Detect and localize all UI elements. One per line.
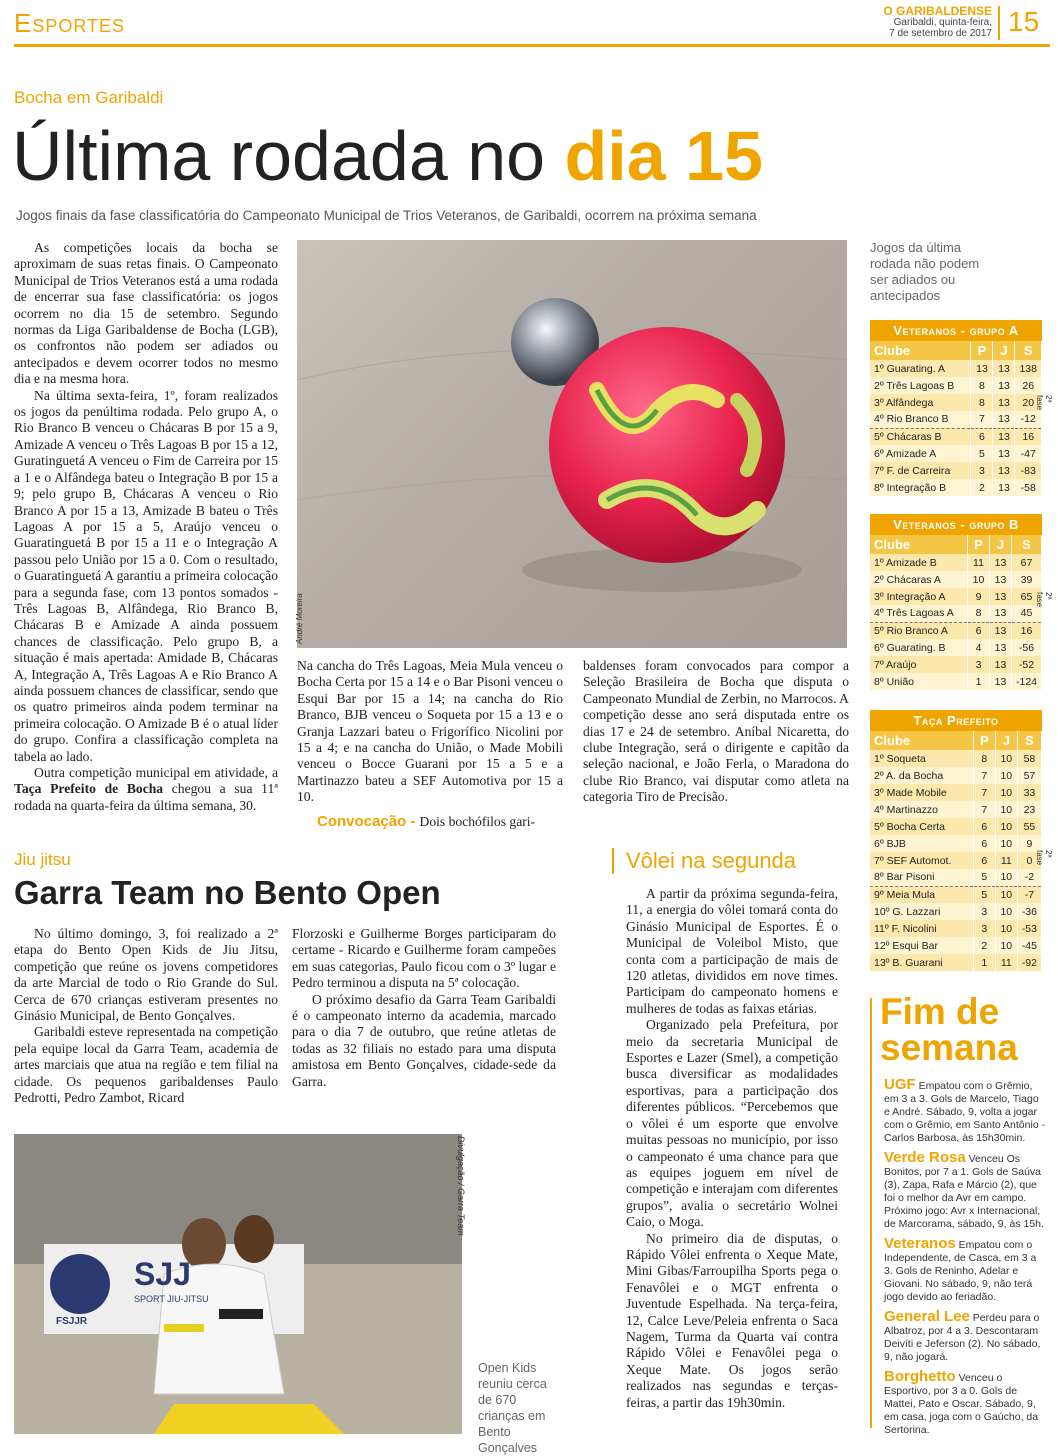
paragraph: O próximo desafio da Garra Team Garibaldi é o campeonato interno da academia, marcado para o dia 7 de outubro, que reúne atletas de todas as 32 filiais no estado para uma disputa amistosa em Bento Gonçalves, cidade-sede da Garra. bbox=[292, 991, 556, 1089]
stat-cell: 3 bbox=[973, 920, 995, 937]
stat-cell: 13 bbox=[989, 622, 1011, 639]
stat-cell: 11 bbox=[995, 954, 1017, 971]
stat-cell: 3 bbox=[967, 656, 989, 673]
stat-cell: 10 bbox=[967, 571, 989, 588]
article2-col2 bbox=[292, 926, 556, 1090]
table-title: Veteranos - grupo B bbox=[870, 514, 1042, 535]
stat-cell: 13 bbox=[993, 462, 1015, 479]
stat-cell: 26 bbox=[1015, 377, 1042, 394]
stat-cell: 58 bbox=[1017, 750, 1041, 767]
black-belt bbox=[219, 1309, 263, 1319]
team-result: Venceu o Esportivo, por 3 a 0. Gols de Mattei, Pato e Oscar. Sábado, 9, em casa, joga com o Gaúcho, da Sertorina. bbox=[884, 1372, 1039, 1436]
stat-cell: 10 bbox=[995, 835, 1017, 852]
table-taca bbox=[870, 710, 1042, 971]
paragraph: A partir da próxima segunda-feira, 11, a energia do vôlei tomará conta do Ginásio Municipal de Esportes. É o Municipal de Voleibol Misto, que conta com a participação de mais de 120 atletas, divididos em nove times. Participam do campeonato homens e mulheres de todas as faixas etárias. bbox=[626, 886, 838, 1016]
article1-col2 bbox=[297, 658, 563, 830]
article3-kicker: Vôlei na segunda bbox=[626, 848, 797, 873]
stat-cell: 10 bbox=[995, 784, 1017, 801]
stat-cell: 13 bbox=[971, 360, 993, 377]
club-cell: 11º F. Nicolini bbox=[870, 920, 973, 937]
stat-cell: -2 bbox=[1017, 869, 1041, 886]
stat-cell: 16 bbox=[1015, 428, 1042, 445]
column-header: S bbox=[1011, 535, 1041, 554]
stat-cell: 45 bbox=[1011, 605, 1041, 622]
stat-cell: 6 bbox=[973, 835, 995, 852]
sidebar-note: Jogos da última rodada não podem ser adiados ou antecipados bbox=[870, 240, 980, 303]
title-part-2: dia 15 bbox=[564, 117, 763, 195]
fim-item bbox=[884, 1310, 1046, 1364]
fim-title-line2: semana bbox=[880, 1027, 1018, 1068]
stat-cell: 20 bbox=[1015, 394, 1042, 411]
fim-title-line1: Fim de bbox=[880, 991, 1000, 1032]
column-header: P bbox=[971, 341, 993, 360]
club-cell: 10º G. Lazzari bbox=[870, 903, 973, 920]
stat-cell: 13 bbox=[993, 479, 1015, 496]
table-row bbox=[870, 937, 1042, 954]
stat-cell: 13 bbox=[993, 377, 1015, 394]
text: Outra competição municipal em atividade, a bbox=[34, 765, 278, 780]
highlight: Taça Prefeito de Bocha bbox=[14, 781, 164, 797]
club-cell: 3º Integração A bbox=[870, 588, 967, 605]
stat-cell: 10 bbox=[995, 818, 1017, 835]
paragraph: Organizado pela Prefeitura, por meio da secretaria Municipal de Esportes e Lazer (Smel), a competição busca diversificar as modalidades esportivas, para a participação dos diferentes públicos. “Percebemos que o vôlei é um esporte que envolve muitas pessoas no município, por isso o campeonato é uma chance para que as equipes joguem em nível de competição e interajam com diferentes grupos”, avalia o secretário Wolnei Caio, o Moga. bbox=[626, 1017, 838, 1230]
stat-cell: 13 bbox=[989, 588, 1011, 605]
column-header: S bbox=[1017, 731, 1041, 750]
fim-item bbox=[884, 1237, 1046, 1304]
stat-cell: -52 bbox=[1011, 656, 1041, 673]
stat-cell: 13 bbox=[989, 605, 1011, 622]
table-row bbox=[870, 869, 1042, 886]
table-row bbox=[870, 571, 1042, 588]
stat-cell: 10 bbox=[995, 937, 1017, 954]
table-row bbox=[870, 639, 1042, 656]
stat-cell: -58 bbox=[1015, 479, 1042, 496]
ranking-table bbox=[870, 731, 1042, 971]
text: chegou a sua 11ª rodada na quarta-feira da última semana, 30. bbox=[14, 781, 279, 813]
title-part-1: Última rodada no bbox=[12, 117, 565, 195]
stat-cell: 3 bbox=[973, 903, 995, 920]
ranking-table bbox=[870, 535, 1042, 690]
article1-col3 bbox=[583, 658, 849, 806]
paragraph: Florzoski e Guilherme Borges participaram do certame - Ricardo e Guilherme foram campeões em suas categorias, Paulo ficou com o 3º lugar e Pedro terminou a disputa na 5ª colocação. bbox=[292, 926, 556, 991]
column-header: Clube bbox=[870, 341, 971, 360]
stat-cell: 13 bbox=[993, 394, 1015, 411]
club-cell: 12º Esqui Bar bbox=[870, 937, 973, 954]
table-row bbox=[870, 673, 1042, 690]
stat-cell: 13 bbox=[989, 639, 1011, 656]
table-row bbox=[870, 605, 1042, 622]
stat-cell: 2 bbox=[971, 479, 993, 496]
stat-cell: -124 bbox=[1011, 673, 1041, 690]
table-row bbox=[870, 852, 1042, 869]
stat-cell: 0 bbox=[1017, 852, 1041, 869]
column-header: Clube bbox=[870, 535, 967, 554]
stat-cell: 13 bbox=[989, 571, 1011, 588]
table-header-row bbox=[870, 535, 1042, 554]
table-row bbox=[870, 554, 1042, 571]
header-rule bbox=[14, 44, 1050, 47]
bocha-photo bbox=[297, 240, 847, 648]
stat-cell: 10 bbox=[995, 886, 1017, 903]
stat-cell: 13 bbox=[989, 673, 1011, 690]
table-row bbox=[870, 886, 1042, 903]
stat-cell: 13 bbox=[993, 428, 1015, 445]
article3-body bbox=[626, 886, 838, 1411]
stat-cell: 13 bbox=[989, 656, 1011, 673]
table-group-b bbox=[870, 514, 1042, 690]
club-cell: 5º Chácaras B bbox=[870, 428, 971, 445]
stat-cell: -36 bbox=[1017, 903, 1041, 920]
banner-text: SJJ bbox=[134, 1256, 191, 1292]
club-cell: 3º Made Mobile bbox=[870, 784, 973, 801]
club-cell: 4º Rio Branco B bbox=[870, 411, 971, 428]
team-result: Empatou com o Independente, de Casca, em 3 a 3. Gols de Reninho, Adelar e Giovani. No sábado, 9, não terá jogo devido ao feriadão. bbox=[884, 1239, 1037, 1303]
jiujitsu-photo bbox=[14, 1134, 462, 1434]
paragraph: baldenses foram convocados para compor a Seleção Brasileira de Bocha que disputa o Campeonato Mundial de Zerbin, no Marrocos. A competição desse ano será disputada entre os dias 17 e 24 de setembro. Aníbal Nicaretta, do clube Integração, será o dirigente e capitão da seleção nacional, e João Ferla, o Maradona do clube Rio Branco, vai disputar como atleta na categoria Tiro de Precisão. bbox=[583, 658, 849, 805]
stat-cell: 13 bbox=[993, 445, 1015, 462]
column-header: Clube bbox=[870, 731, 973, 750]
stat-cell: 6 bbox=[973, 818, 995, 835]
photo-credit: Divulgação / Garra Team bbox=[456, 1136, 466, 1236]
stat-cell: 39 bbox=[1011, 571, 1041, 588]
team-result: Empatou com o Grêmio, em 3 a 3. Gols de Marcelo, Tiago e André. Sábado, 9, volta a jogar com o Grêmio, em Santo Antônio - Carlos Barbosa, às 15h30min. bbox=[884, 1080, 1046, 1144]
stat-cell: 10 bbox=[995, 767, 1017, 784]
stat-cell: 65 bbox=[1011, 588, 1041, 605]
club-cell: 6º BJB bbox=[870, 835, 973, 852]
stat-cell: 10 bbox=[995, 801, 1017, 818]
ranking-table bbox=[870, 341, 1042, 496]
stat-cell: -47 bbox=[1015, 445, 1042, 462]
fim-item bbox=[884, 1370, 1046, 1437]
article2-kicker: Jiu jitsu bbox=[14, 850, 71, 869]
table-row bbox=[870, 656, 1042, 673]
column-header: P bbox=[967, 535, 989, 554]
banner-sub: SPORT JIU-JITSU bbox=[134, 1294, 209, 1304]
paragraph bbox=[14, 765, 278, 814]
table-header-row bbox=[870, 731, 1042, 750]
phase-label: 2ª fase bbox=[1035, 592, 1053, 608]
header-divider bbox=[998, 6, 1000, 40]
phase-label: 2ª fase bbox=[1035, 850, 1053, 866]
stat-cell: 6 bbox=[971, 428, 993, 445]
table-row bbox=[870, 377, 1042, 394]
jiujitsu-illustration bbox=[14, 1134, 462, 1434]
fim-item bbox=[884, 1078, 1046, 1145]
stat-cell: 23 bbox=[1017, 801, 1041, 818]
team-name: UGF bbox=[884, 1076, 916, 1093]
logo-text: FSJJR bbox=[56, 1316, 88, 1327]
table-row bbox=[870, 479, 1042, 496]
table-row bbox=[870, 462, 1042, 479]
stat-cell: -83 bbox=[1015, 462, 1042, 479]
article3-rule bbox=[612, 848, 614, 874]
photo-credit: André Moreira bbox=[295, 593, 304, 644]
club-cell: 2º Três Lagoas B bbox=[870, 377, 971, 394]
table-row bbox=[870, 903, 1042, 920]
table-row bbox=[870, 801, 1042, 818]
table-row bbox=[870, 767, 1042, 784]
table-title: Taça Prefeito bbox=[870, 710, 1042, 731]
stat-cell: 8 bbox=[971, 394, 993, 411]
table-title: Veteranos - grupo A bbox=[870, 320, 1042, 341]
article1-kicker: Bocha em Garibaldi bbox=[14, 88, 164, 107]
club-cell: 13º B. Guarani bbox=[870, 954, 973, 971]
phase-label: 2ª fase bbox=[1035, 395, 1053, 411]
club-cell: 1º Guarating. A bbox=[870, 360, 971, 377]
stat-cell: 16 bbox=[1011, 622, 1041, 639]
table-row bbox=[870, 394, 1042, 411]
stat-cell: -7 bbox=[1017, 886, 1041, 903]
stat-cell: 57 bbox=[1017, 767, 1041, 784]
club-cell: 9º Meia Mula bbox=[870, 886, 973, 903]
club-cell: 5º Rio Branco A bbox=[870, 622, 967, 639]
club-cell: 5º Bocha Certa bbox=[870, 818, 973, 835]
team-name: General Lee bbox=[884, 1308, 970, 1325]
stat-cell: -53 bbox=[1017, 920, 1041, 937]
club-cell: 7º F. de Carreira bbox=[870, 462, 971, 479]
stat-cell: 11 bbox=[967, 554, 989, 571]
stat-cell: 3 bbox=[971, 462, 993, 479]
stat-cell: 10 bbox=[995, 750, 1017, 767]
table-row bbox=[870, 428, 1042, 445]
table-row bbox=[870, 411, 1042, 428]
club-cell: 8º Integração B bbox=[870, 479, 971, 496]
table-group-a bbox=[870, 320, 1042, 496]
paragraph bbox=[297, 814, 563, 830]
paragraph: Garibaldi esteve representada na competição pela equipe local da Garra Team, academia de artes marciais que atua na região e tem filial na cidade. Os pequenos garibaldenses Paulo Pedrotti, Pedro Zambot, Ricard bbox=[14, 1024, 278, 1106]
table-row bbox=[870, 818, 1042, 835]
article2-col1 bbox=[14, 926, 278, 1106]
table-row bbox=[870, 445, 1042, 462]
stat-cell: 7 bbox=[973, 784, 995, 801]
fim-title bbox=[880, 991, 1018, 1068]
club-cell: 6º Guarating. B bbox=[870, 639, 967, 656]
column-header: J bbox=[993, 341, 1015, 360]
club-cell: 7º SEF Automot. bbox=[870, 852, 973, 869]
masthead bbox=[883, 6, 992, 39]
stat-cell: 5 bbox=[973, 886, 995, 903]
column-header: S bbox=[1015, 341, 1042, 360]
paragraph: As competições locais da bocha se aproximam de suas retas finais. O Campeonato Municipal de Trios Veteranos está a uma rodada de encerrar sua fase classificatória: os jogos ocorrem no dia 15 de setembro. Segundo normas da Liga Garibaldense de Bocha (LGB), os confrontos não podem ser adiados ou antecipados e devem ocorrer todos no mesmo dia e na mesma hora. bbox=[14, 240, 278, 387]
stat-cell: 2 bbox=[973, 937, 995, 954]
club-cell: 4º Três Lagoas A bbox=[870, 605, 967, 622]
text: Dois bochófilos gari- bbox=[419, 813, 536, 829]
stat-cell: 10 bbox=[995, 869, 1017, 886]
club-cell: 3º Alfândega bbox=[870, 394, 971, 411]
stat-cell: 67 bbox=[1011, 554, 1041, 571]
stat-cell: 13 bbox=[989, 554, 1011, 571]
stat-cell: -45 bbox=[1017, 937, 1041, 954]
column-header: J bbox=[989, 535, 1011, 554]
club-cell: 8º Bar Pisoni bbox=[870, 869, 973, 886]
stat-cell: 138 bbox=[1015, 360, 1042, 377]
column-header: J bbox=[995, 731, 1017, 750]
stat-cell: 4 bbox=[967, 639, 989, 656]
paragraph: No primeiro dia de disputas, o Rápido Vôlei enfrenta o Xeque Mate, Mini Gibas/Farroupilha Sports pega o Fenavôlei e o MGT enfrenta o Juventude Espelhada. Na terça-feira, 12, Calce Leve/Peleia enfrenta o Saca Nagem, Turma da Quarta vai contra Rápido Vôlei e Fenavôlei pega o Xeque Mate. Os jogos serão realizados nas segundas e terças-feiras, a partir das 19h30min. bbox=[626, 1230, 838, 1410]
bocha-balls-illustration bbox=[297, 240, 847, 648]
column-header: P bbox=[973, 731, 995, 750]
stat-cell: 5 bbox=[973, 869, 995, 886]
club-cell: 2º Chácaras A bbox=[870, 571, 967, 588]
stat-cell: 6 bbox=[967, 622, 989, 639]
stat-cell: 5 bbox=[971, 445, 993, 462]
fim-item bbox=[884, 1151, 1046, 1231]
federation-logo bbox=[50, 1254, 110, 1314]
subhead: Convocação - bbox=[317, 812, 420, 830]
club-cell: 4º Martinazzo bbox=[870, 801, 973, 818]
team-name: Verde Rosa bbox=[884, 1149, 966, 1166]
club-cell: 1º Amizade B bbox=[870, 554, 967, 571]
stat-cell: 9 bbox=[1017, 835, 1041, 852]
club-cell: 1º Soqueta bbox=[870, 750, 973, 767]
article1-title bbox=[12, 114, 763, 198]
section-title: Esportes bbox=[14, 8, 126, 38]
paragraph: No último domingo, 3, foi realizado a 2ª etapa do Bento Open Kids de Jiu Jitsu, competição que reúne os jovens competidores da arte Marcial de todo o Rio Grande do Sul. Cerca de 670 crianças estiveram presentes no Ginásio Municipal, de Bento Gonçalves. bbox=[14, 926, 278, 1024]
stat-cell: -12 bbox=[1015, 411, 1042, 428]
stat-cell: 8 bbox=[971, 377, 993, 394]
team-result: Perdeu para o Albatroz, por 4 a 3. Descontaram Deivíti e Jeferson (2). No sábado, 9, não jogará. bbox=[884, 1312, 1041, 1363]
stat-cell: 7 bbox=[971, 411, 993, 428]
team-name: Borghetto bbox=[884, 1368, 956, 1385]
stat-cell: 10 bbox=[995, 903, 1017, 920]
club-cell: 7º Araújo bbox=[870, 656, 967, 673]
stat-cell: 13 bbox=[993, 360, 1015, 377]
article1-subtitle: Jogos finais da fase classificatória do Campeonato Municipal de Trios Veteranos, de Garibaldi, ocorrem na próxima semana bbox=[16, 208, 757, 223]
stat-cell: 6 bbox=[973, 852, 995, 869]
stat-cell: 55 bbox=[1017, 818, 1041, 835]
stat-cell: -56 bbox=[1011, 639, 1041, 656]
club-cell: 6º Amizade A bbox=[870, 445, 971, 462]
article1-col1 bbox=[14, 240, 278, 814]
photo-caption: Open Kids reuniu cerca de 670 crianças em Bento Gonçalves bbox=[478, 1361, 547, 1455]
paragraph: Na última sexta-feira, 1º, foram realizados os jogos da penúltima rodada. Pelo grupo A, o Rio Branco B venceu o Chácaras B por 15 a 9, Amizade A venceu o Três Lagoas B por 15 a 12, Guratinguetá A venceu o Fim de Carreira por 15 a 1 e o Alfândega bateu o Integração B por 15 a 9; pelo grupo B, Chácaras A venceu o Rio Branco A por 15 a 13, Amizade B bateu o Três Lagoas A por 15 a 5, Araújo venceu o Guaratinguetá B por 15 a 11 e o Integração A passou pelo União por 15 a 0. Com o resultado, o Guaratinguetá A garantiu a primeira colocação para a segunda fase, com 13 pontos somados - Três Lagoas B, Alfândega, Rio Branco B, Chácaras B e Amizade A ainda possuem chances de classificação. Pelo grupo B, a situação é mais apertada: Amidade B, Chácaras A, Integração A, Três Lagoas A e Rio Branco A ainda possuem chances de classificar, sendo que os quatro primeiros ainda podem terminar na primeira colocação. O Amizade B é o atual líder do grupo. Confira a classificação completa na tabela ao lado. bbox=[14, 387, 278, 764]
table-row bbox=[870, 784, 1042, 801]
table-row bbox=[870, 588, 1042, 605]
stat-cell: 1 bbox=[967, 673, 989, 690]
stat-cell: -92 bbox=[1017, 954, 1041, 971]
stat-cell: 13 bbox=[993, 411, 1015, 428]
club-cell: 8º União bbox=[870, 673, 967, 690]
table-row bbox=[870, 622, 1042, 639]
date-line-1: Garibaldi, quinta-feira, bbox=[893, 17, 992, 28]
date-line-2: 7 de setembro de 2017 bbox=[889, 28, 992, 39]
team-result: Venceu Os Bonitos, por 7 a 1. Gols de Saúva (3), Zapa, Rafa e Márcio (2), que foi o melhor da Avr em campo. Próximo jogo: Avr x Internacional, de Marcorama, sábado, 9, às 15h. bbox=[884, 1153, 1044, 1230]
table-row bbox=[870, 954, 1042, 971]
stat-cell: 11 bbox=[995, 852, 1017, 869]
fim-rule bbox=[870, 998, 872, 1428]
stat-cell: 1 bbox=[973, 954, 995, 971]
stat-cell: 9 bbox=[967, 588, 989, 605]
page-number: 15 bbox=[1008, 6, 1040, 37]
paragraph: Na cancha do Três Lagoas, Meia Mula venceu o Bocha Certa por 15 a 14 e o Bar Pisoni venceu o Esqui Bar por 15 a 14; na cancha do Rio Branco, BJB venceu o Soqueta por 15 a 13 e o Granja Lazzari bateu o Frigorífico Nicolini por 15 a 4; e na cancha do União, o Made Mobili venceu o Bocce Guarani por 15 a 5 e a Martinazzo bateu a SEF Automotiva por 15 a 10. bbox=[297, 658, 563, 805]
fim-list bbox=[884, 1078, 1046, 1443]
table-row bbox=[870, 835, 1042, 852]
table-row bbox=[870, 920, 1042, 937]
stat-cell: 7 bbox=[973, 801, 995, 818]
stat-cell: 8 bbox=[973, 750, 995, 767]
paper-name: O GARIBALDENSE bbox=[883, 4, 992, 18]
table-row bbox=[870, 360, 1042, 377]
table-header-row bbox=[870, 341, 1042, 360]
stat-cell: 8 bbox=[967, 605, 989, 622]
team-name: Veteranos bbox=[884, 1235, 956, 1252]
table-row bbox=[870, 750, 1042, 767]
stat-cell: 33 bbox=[1017, 784, 1041, 801]
stat-cell: 7 bbox=[973, 767, 995, 784]
article2-title: Garra Team no Bento Open bbox=[14, 874, 441, 911]
stat-cell: 10 bbox=[995, 920, 1017, 937]
club-cell: 2º A. da Bocha bbox=[870, 767, 973, 784]
